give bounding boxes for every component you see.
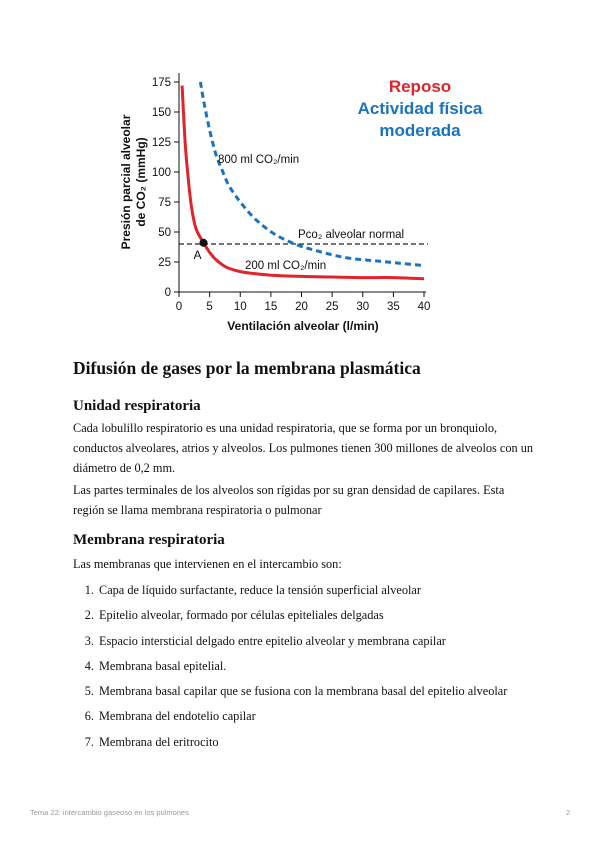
y-axis-label-line2: de CO₂ (mmHg) <box>134 137 148 227</box>
series-label-actividad: 800 ml CO₂/min <box>218 154 300 166</box>
list-number: 6. <box>84 709 94 724</box>
legend-actividad: Actividad física moderada <box>357 99 483 140</box>
list-item <box>73 730 507 755</box>
paragraph-line: conductos alveolares, atrios y alveolos. Los pulmones tienen 300 millones de alveolos con un <box>73 441 534 455</box>
series-label-reposo: 200 ml CO₂/min <box>245 260 327 272</box>
y-tick-label: 150 <box>151 107 171 119</box>
list-number: 7. <box>84 734 94 749</box>
x-tick-label: 40 <box>417 301 431 313</box>
x-tick-label: 30 <box>356 301 370 313</box>
list-text: Membrana basal capilar que se fusiona con la membrana basal del epitelio alveolar <box>99 684 508 699</box>
x-tick-label: 0 <box>175 301 183 313</box>
list-text: Membrana basal epitelial. <box>99 658 227 673</box>
list-number: 1. <box>84 583 94 597</box>
y-axis-ticks <box>152 77 179 299</box>
y-tick-label: 175 <box>151 77 171 89</box>
footer-title: Tema 22: intercambio gaseoso en los pulmones <box>30 808 189 817</box>
y-tick-label: 75 <box>158 197 171 209</box>
list-number: 4. <box>84 658 94 673</box>
reference-line-label: Pco₂ alveolar normal <box>298 229 405 241</box>
paragraph-line: Cada lobulillo respiratorio es una unidad respiratoria, que se forma por un bronquiolo, <box>73 421 498 435</box>
y-tick-label: 25 <box>158 257 171 269</box>
footer-page-number: 2 <box>566 808 571 817</box>
x-axis-label: Ventilación alveolar (l/min) <box>227 319 379 333</box>
membrane-list <box>73 578 507 755</box>
point-a-label: A <box>193 247 202 262</box>
legend-reposo: Reposo <box>388 77 452 96</box>
list-item <box>73 704 507 729</box>
chart-legend <box>340 76 500 142</box>
x-tick-label: 25 <box>325 301 339 313</box>
y-tick-label: 50 <box>158 227 171 239</box>
list-number: 2. <box>84 608 94 623</box>
list-item <box>73 629 507 654</box>
x-tick-label: 20 <box>295 301 308 313</box>
list-item <box>73 679 507 704</box>
list-text: Espacio intersticial delgado entre epitelio alveolar y membrana capilar <box>99 633 446 648</box>
section-heading-unidad: Unidad respiratoria <box>73 398 201 414</box>
section-heading-membrana: Membrana respiratoria <box>73 532 225 548</box>
paragraph-membranas-intro: Las membranas que intervienen en el intercambio son: <box>73 557 342 571</box>
list-item <box>73 578 507 603</box>
paragraph-line: diámetro de 0,2 mm. <box>73 461 176 475</box>
paragraph-line: Las partes terminales de los alveolos son rígidas por su gran densidad de capilares. Esta <box>73 483 505 497</box>
y-tick-label: 125 <box>151 137 171 149</box>
list-text: Membrana del endotelio capilar <box>99 709 256 724</box>
page-title: Difusión de gases por la membrana plasmática <box>73 358 421 378</box>
paragraph-line: región se llama membrana respiratoria o pulmonar <box>73 503 322 517</box>
list-item <box>73 654 507 679</box>
point-a-marker <box>200 239 208 247</box>
y-tick-label: 100 <box>151 167 171 179</box>
list-text: Capa de líquido surfactante, reduce la tensión superficial alveolar <box>99 583 421 597</box>
y-tick-label: 0 <box>164 287 171 299</box>
list-number: 5. <box>84 684 94 699</box>
x-tick-label: 35 <box>386 301 400 313</box>
list-number: 3. <box>84 633 94 648</box>
x-tick-label: 10 <box>233 301 247 313</box>
x-axis-ticks <box>176 292 431 313</box>
list-item <box>73 603 507 628</box>
paragraph-partes <box>73 480 543 520</box>
x-tick-label: 15 <box>264 301 278 313</box>
list-text: Epitelio alveolar, formado por células epiteliales delgadas <box>99 608 384 623</box>
y-axis-label-line1: Presión parcial alveolar <box>119 114 133 250</box>
list-text: Membrana del eritrocito <box>99 734 219 749</box>
x-tick-label: 5 <box>206 301 213 313</box>
paragraph-unidad <box>73 418 543 478</box>
